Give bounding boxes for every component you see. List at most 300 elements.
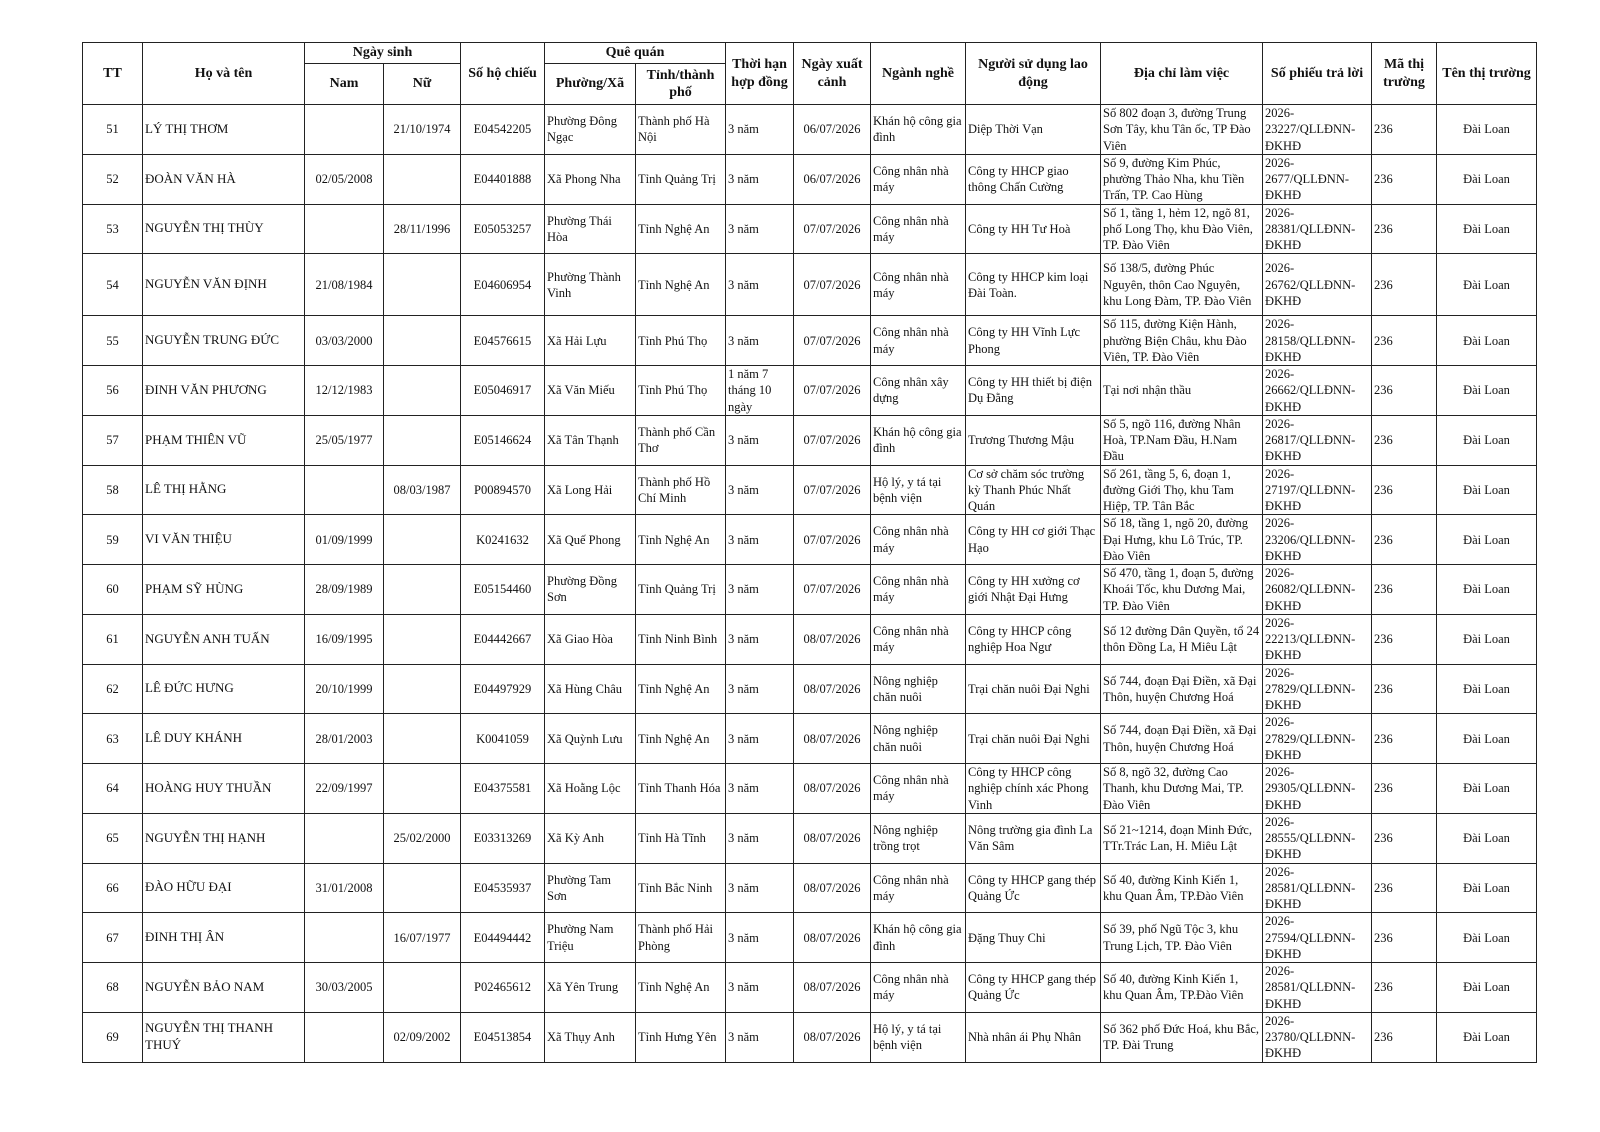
- cell-province: Tỉnh Bắc Ninh: [636, 863, 726, 913]
- cell-passport: K0041059: [461, 714, 545, 764]
- cell-term: 3 năm: [726, 1012, 794, 1062]
- cell-job: Công nhân nhà máy: [871, 316, 966, 366]
- cell-nu: [384, 714, 461, 764]
- cell-nu: [384, 664, 461, 714]
- cell-code: 236: [1372, 515, 1437, 565]
- cell-exit: 07/07/2026: [794, 565, 871, 615]
- cell-exit: 08/07/2026: [794, 963, 871, 1013]
- cell-address: Số 138/5, đường Phúc Nguyên, thôn Cao Nguyên, khu Long Đàm, TP. Đào Viên: [1101, 254, 1263, 316]
- cell-tt: 51: [83, 105, 143, 155]
- cell-passport: E04576615: [461, 316, 545, 366]
- cell-name: HOÀNG HUY THUẦN: [143, 764, 305, 814]
- cell-ward: Phường Tam Sơn: [545, 863, 636, 913]
- cell-address: Số 802 đoạn 3, đường Trung Sơn Tây, khu Tân ốc, TP Đào Viên: [1101, 105, 1263, 155]
- cell-ticket: 2026-27829/QLLĐNN-ĐKHĐ: [1263, 714, 1372, 764]
- cell-job: Công nhân nhà máy: [871, 204, 966, 254]
- cell-job: Hộ lý, y tá tại bệnh viện: [871, 465, 966, 515]
- cell-address: Số 115, đường Kiện Hành, phường Biện Châu, khu Đào Viên, TP. Đào Viên: [1101, 316, 1263, 366]
- cell-term: 3 năm: [726, 813, 794, 863]
- cell-tt: 64: [83, 764, 143, 814]
- cell-job: Công nhân nhà máy: [871, 254, 966, 316]
- cell-term: 3 năm: [726, 664, 794, 714]
- header-ma-thi-truong: Mã thị trường: [1372, 43, 1437, 105]
- cell-nu: 02/09/2002: [384, 1012, 461, 1062]
- cell-address: Số 261, tầng 5, 6, đoạn 1, đường Giới Thọ, khu Tam Hiệp, TP. Tân Bắc: [1101, 465, 1263, 515]
- cell-passport: E03313269: [461, 813, 545, 863]
- table-row: [83, 415, 1537, 465]
- cell-name: ĐOÀN VĂN HÀ: [143, 154, 305, 204]
- cell-ticket: 2026-28581/QLLĐNN-ĐKHĐ: [1263, 863, 1372, 913]
- cell-market: Đài Loan: [1437, 316, 1537, 366]
- cell-nam: 12/12/1983: [305, 366, 384, 416]
- cell-ticket: 2026-22213/QLLĐNN-ĐKHĐ: [1263, 614, 1372, 664]
- cell-employer: Trương Thương Mậu: [966, 415, 1101, 465]
- cell-passport: E05046917: [461, 366, 545, 416]
- cell-job: Nông nghiệp chăn nuôi: [871, 714, 966, 764]
- cell-nu: [384, 515, 461, 565]
- cell-passport: E05146624: [461, 415, 545, 465]
- cell-code: 236: [1372, 465, 1437, 515]
- cell-province: Tỉnh Quảng Trị: [636, 565, 726, 615]
- cell-nam: 20/10/1999: [305, 664, 384, 714]
- cell-ward: Xã Giao Hòa: [545, 614, 636, 664]
- header-que-quan: Quê quán: [545, 43, 726, 64]
- cell-passport: E05053257: [461, 204, 545, 254]
- cell-tt: 68: [83, 963, 143, 1013]
- cell-exit: 07/07/2026: [794, 316, 871, 366]
- cell-address: Số 744, đoạn Đại Điền, xã Đại Thôn, huyện Chương Hoá: [1101, 664, 1263, 714]
- cell-address: Số 18, tầng 1, ngõ 20, đường Đại Hưng, khu Lô Trúc, TP. Đào Viên: [1101, 515, 1263, 565]
- cell-nu: [384, 614, 461, 664]
- cell-ward: Xã Yên Trung: [545, 963, 636, 1013]
- cell-ward: Xã Phong Nha: [545, 154, 636, 204]
- header-ngay-sinh: Ngày sinh: [305, 43, 461, 64]
- cell-term: 3 năm: [726, 105, 794, 155]
- cell-market: Đài Loan: [1437, 565, 1537, 615]
- cell-ticket: 2026-23206/QLLĐNN-ĐKHĐ: [1263, 515, 1372, 565]
- cell-term: 3 năm: [726, 963, 794, 1013]
- cell-exit: 07/07/2026: [794, 515, 871, 565]
- cell-name: PHẠM THIÊN VŨ: [143, 415, 305, 465]
- cell-nu: 16/07/1977: [384, 913, 461, 963]
- cell-exit: 08/07/2026: [794, 714, 871, 764]
- cell-address: Số 8, ngõ 32, đường Cao Thanh, khu Dương Mai, TP. Đào Viên: [1101, 764, 1263, 814]
- cell-address: Số 40, đường Kinh Kiến 1, khu Quan Âm, TP.Đào Viên: [1101, 963, 1263, 1013]
- cell-employer: Nông trường gia đình La Văn Sâm: [966, 813, 1101, 863]
- cell-province: Tỉnh Nghệ An: [636, 963, 726, 1013]
- cell-province: Tỉnh Hưng Yên: [636, 1012, 726, 1062]
- cell-address: Số 40, đường Kinh Kiến 1, khu Quan Âm, TP.Đào Viên: [1101, 863, 1263, 913]
- cell-tt: 56: [83, 366, 143, 416]
- cell-code: 236: [1372, 105, 1437, 155]
- cell-exit: 08/07/2026: [794, 664, 871, 714]
- cell-market: Đài Loan: [1437, 913, 1537, 963]
- cell-exit: 08/07/2026: [794, 764, 871, 814]
- cell-name: NGUYỄN THỊ THÙY: [143, 204, 305, 254]
- cell-ticket: 2026-28555/QLLĐNN-ĐKHĐ: [1263, 813, 1372, 863]
- cell-code: 236: [1372, 664, 1437, 714]
- cell-employer: Trại chăn nuôi Đại Nghi: [966, 664, 1101, 714]
- cell-name: LÝ THỊ THƠM: [143, 105, 305, 155]
- cell-ticket: 2026-27594/QLLĐNN-ĐKHĐ: [1263, 913, 1372, 963]
- cell-address: Số 470, tầng 1, đoạn 5, đường Khoái Tốc, khu Dương Mai, TP. Đào Viên: [1101, 565, 1263, 615]
- cell-exit: 07/07/2026: [794, 415, 871, 465]
- cell-nu: 08/03/1987: [384, 465, 461, 515]
- document-sheet: [82, 42, 1537, 1063]
- cell-ward: Xã Hoằng Lộc: [545, 764, 636, 814]
- cell-province: Tỉnh Quảng Trị: [636, 154, 726, 204]
- table-row: [83, 614, 1537, 664]
- cell-ward: Xã Thụy Anh: [545, 1012, 636, 1062]
- cell-term: 3 năm: [726, 154, 794, 204]
- cell-employer: Công ty HH thiết bị điện Dụ Đằng: [966, 366, 1101, 416]
- table-row: [83, 316, 1537, 366]
- cell-ticket: 2026-29305/QLLĐNN-ĐKHĐ: [1263, 764, 1372, 814]
- cell-employer: Công ty HH Tư Hoà: [966, 204, 1101, 254]
- cell-job: Nông nghiệp trồng trọt: [871, 813, 966, 863]
- cell-nu: [384, 415, 461, 465]
- cell-nam: 21/08/1984: [305, 254, 384, 316]
- table-row: [83, 204, 1537, 254]
- cell-nam: 22/09/1997: [305, 764, 384, 814]
- cell-passport: P02465612: [461, 963, 545, 1013]
- cell-exit: 07/07/2026: [794, 366, 871, 416]
- cell-term: 3 năm: [726, 465, 794, 515]
- header-tt: TT: [83, 43, 143, 105]
- cell-tt: 63: [83, 714, 143, 764]
- cell-tt: 55: [83, 316, 143, 366]
- cell-ward: Xã Hùng Châu: [545, 664, 636, 714]
- cell-nam: 02/05/2008: [305, 154, 384, 204]
- cell-code: 236: [1372, 415, 1437, 465]
- cell-nam: 31/01/2008: [305, 863, 384, 913]
- cell-market: Đài Loan: [1437, 963, 1537, 1013]
- cell-tt: 52: [83, 154, 143, 204]
- header-ngay-xuat-canh: Ngày xuất cảnh: [794, 43, 871, 105]
- cell-employer: Công ty HHCP công nghiệp chính xác Phong Vinh: [966, 764, 1101, 814]
- cell-exit: 06/07/2026: [794, 154, 871, 204]
- cell-passport: E05154460: [461, 565, 545, 615]
- cell-passport: E04401888: [461, 154, 545, 204]
- cell-term: 3 năm: [726, 415, 794, 465]
- cell-nam: 25/05/1977: [305, 415, 384, 465]
- cell-tt: 60: [83, 565, 143, 615]
- cell-name: ĐÀO HỮU ĐẠI: [143, 863, 305, 913]
- cell-address: Số 744, đoạn Đại Điền, xã Đại Thôn, huyện Chương Hoá: [1101, 714, 1263, 764]
- cell-employer: Công ty HHCP gang thép Quảng Ức: [966, 863, 1101, 913]
- cell-exit: 08/07/2026: [794, 913, 871, 963]
- cell-job: Công nhân nhà máy: [871, 565, 966, 615]
- header-thoi-han: Thời hạn hợp đồng: [726, 43, 794, 105]
- cell-nu: [384, 316, 461, 366]
- cell-ticket: 2026-2677/QLLĐNN-ĐKHĐ: [1263, 154, 1372, 204]
- table-row: [83, 714, 1537, 764]
- cell-nu: [384, 963, 461, 1013]
- cell-address: Số 12 đường Dân Quyền, tổ 24 thôn Đồng La, H Miêu Lật: [1101, 614, 1263, 664]
- cell-market: Đài Loan: [1437, 1012, 1537, 1062]
- cell-employer: Trại chăn nuôi Đại Nghi: [966, 714, 1101, 764]
- cell-tt: 53: [83, 204, 143, 254]
- cell-province: Thành phố Hồ Chí Minh: [636, 465, 726, 515]
- cell-term: 3 năm: [726, 515, 794, 565]
- cell-exit: 08/07/2026: [794, 813, 871, 863]
- cell-name: PHẠM SỸ HÙNG: [143, 565, 305, 615]
- cell-ticket: 2026-28158/QLLĐNN-ĐKHĐ: [1263, 316, 1372, 366]
- cell-name: NGUYỄN VĂN ĐỊNH: [143, 254, 305, 316]
- header-tinh-thanh: Tỉnh/thành phố: [636, 64, 726, 105]
- header-nam: Nam: [305, 64, 384, 105]
- table-row: [83, 105, 1537, 155]
- header-ten-thi-truong: Tên thị trường: [1437, 43, 1537, 105]
- cell-code: 236: [1372, 154, 1437, 204]
- cell-ward: Xã Tân Thạnh: [545, 415, 636, 465]
- cell-ward: Phường Thái Hòa: [545, 204, 636, 254]
- cell-passport: P00894570: [461, 465, 545, 515]
- cell-employer: Công ty HH xưởng cơ giới Nhật Đại Hưng: [966, 565, 1101, 615]
- header-ho-ten: Họ và tên: [143, 43, 305, 105]
- cell-job: Khán hộ công gia đình: [871, 105, 966, 155]
- cell-tt: 67: [83, 913, 143, 963]
- cell-code: 236: [1372, 1012, 1437, 1062]
- cell-market: Đài Loan: [1437, 813, 1537, 863]
- cell-nam: [305, 465, 384, 515]
- cell-nu: [384, 764, 461, 814]
- cell-nu: [384, 565, 461, 615]
- cell-term: 3 năm: [726, 565, 794, 615]
- cell-ticket: 2026-26762/QLLĐNN-ĐKHĐ: [1263, 254, 1372, 316]
- cell-code: 236: [1372, 316, 1437, 366]
- cell-province: Tỉnh Phú Thọ: [636, 366, 726, 416]
- cell-nam: [305, 1012, 384, 1062]
- cell-name: VI VĂN THIỆU: [143, 515, 305, 565]
- cell-passport: E04535937: [461, 863, 545, 913]
- cell-employer: Công ty HHCP gang thép Quảng Ức: [966, 963, 1101, 1013]
- table-row: [83, 764, 1537, 814]
- cell-ward: Xã Văn Miếu: [545, 366, 636, 416]
- cell-ward: Xã Quỳnh Lưu: [545, 714, 636, 764]
- cell-exit: 06/07/2026: [794, 105, 871, 155]
- cell-ward: Phường Nam Triệu: [545, 913, 636, 963]
- cell-tt: 69: [83, 1012, 143, 1062]
- cell-passport: E04442667: [461, 614, 545, 664]
- header-phuong-xa: Phường/Xã: [545, 64, 636, 105]
- cell-term: 3 năm: [726, 764, 794, 814]
- cell-nam: [305, 813, 384, 863]
- cell-province: Tỉnh Thanh Hóa: [636, 764, 726, 814]
- cell-province: Tỉnh Nghệ An: [636, 204, 726, 254]
- cell-passport: E04497929: [461, 664, 545, 714]
- cell-nam: 28/09/1989: [305, 565, 384, 615]
- table-row: [83, 813, 1537, 863]
- cell-province: Tỉnh Nghệ An: [636, 254, 726, 316]
- cell-address: Số 362 phố Đức Hoá, khu Bắc, TP. Đài Trung: [1101, 1012, 1263, 1062]
- cell-employer: Đặng Thuy Chi: [966, 913, 1101, 963]
- cell-ticket: 2026-23227/QLLĐNN-ĐKHĐ: [1263, 105, 1372, 155]
- cell-address: Số 1, tầng 1, hẻm 12, ngõ 81, phố Long Thọ, khu Đào Viên, TP. Đào Viên: [1101, 204, 1263, 254]
- cell-address: Số 5, ngõ 116, đường Nhân Hoà, TP.Nam Đầu, H.Nam Đầu: [1101, 415, 1263, 465]
- cell-name: NGUYỄN TRUNG ĐỨC: [143, 316, 305, 366]
- header-so-phieu: Số phiếu trả lời: [1263, 43, 1372, 105]
- cell-address: Số 21~1214, đoạn Minh Đức, TTr.Trác Lan, H. Miêu Lật: [1101, 813, 1263, 863]
- cell-code: 236: [1372, 366, 1437, 416]
- cell-exit: 08/07/2026: [794, 863, 871, 913]
- cell-employer: Công ty HHCP công nghiệp Hoa Ngư: [966, 614, 1101, 664]
- header-dia-chi: Địa chỉ làm việc: [1101, 43, 1263, 105]
- cell-province: Tỉnh Hà Tĩnh: [636, 813, 726, 863]
- table-row: [83, 664, 1537, 714]
- cell-passport: E04375581: [461, 764, 545, 814]
- cell-ticket: 2026-23780/QLLĐNN-ĐKHĐ: [1263, 1012, 1372, 1062]
- cell-exit: 07/07/2026: [794, 465, 871, 515]
- cell-employer: Công ty HH cơ giới Thạc Hạo: [966, 515, 1101, 565]
- cell-job: Công nhân nhà máy: [871, 154, 966, 204]
- cell-term: 3 năm: [726, 204, 794, 254]
- cell-ward: Phường Đồng Sơn: [545, 565, 636, 615]
- cell-market: Đài Loan: [1437, 204, 1537, 254]
- cell-market: Đài Loan: [1437, 764, 1537, 814]
- cell-province: Tỉnh Nghệ An: [636, 515, 726, 565]
- cell-name: LÊ ĐỨC HƯNG: [143, 664, 305, 714]
- cell-tt: 65: [83, 813, 143, 863]
- cell-province: Tỉnh Ninh Bình: [636, 614, 726, 664]
- cell-tt: 62: [83, 664, 143, 714]
- cell-address: Tại nơi nhận thầu: [1101, 366, 1263, 416]
- cell-ticket: 2026-26662/QLLĐNN-ĐKHĐ: [1263, 366, 1372, 416]
- cell-nam: 01/09/1999: [305, 515, 384, 565]
- table-header: [83, 43, 1537, 105]
- cell-market: Đài Loan: [1437, 465, 1537, 515]
- cell-job: Công nhân nhà máy: [871, 863, 966, 913]
- cell-nam: [305, 204, 384, 254]
- table-body: [83, 105, 1537, 1063]
- cell-nam: [305, 105, 384, 155]
- cell-ward: Xã Hải Lựu: [545, 316, 636, 366]
- cell-job: Nông nghiệp chăn nuôi: [871, 664, 966, 714]
- cell-market: Đài Loan: [1437, 664, 1537, 714]
- cell-code: 236: [1372, 764, 1437, 814]
- cell-tt: 54: [83, 254, 143, 316]
- cell-exit: 07/07/2026: [794, 254, 871, 316]
- table-row: [83, 154, 1537, 204]
- cell-name: NGUYỄN THỊ HẠNH: [143, 813, 305, 863]
- cell-name: LÊ THỊ HẰNG: [143, 465, 305, 515]
- cell-tt: 66: [83, 863, 143, 913]
- cell-market: Đài Loan: [1437, 614, 1537, 664]
- cell-job: Công nhân nhà máy: [871, 614, 966, 664]
- cell-ticket: 2026-27197/QLLĐNN-ĐKHĐ: [1263, 465, 1372, 515]
- cell-province: Thành phố Hải Phòng: [636, 913, 726, 963]
- cell-ward: Phường Đông Ngạc: [545, 105, 636, 155]
- table-row: [83, 254, 1537, 316]
- table-row: [83, 366, 1537, 416]
- table-row: [83, 465, 1537, 515]
- cell-tt: 57: [83, 415, 143, 465]
- cell-passport: K0241632: [461, 515, 545, 565]
- cell-nu: 28/11/1996: [384, 204, 461, 254]
- cell-tt: 58: [83, 465, 143, 515]
- table-row: [83, 963, 1537, 1013]
- cell-code: 236: [1372, 254, 1437, 316]
- cell-tt: 61: [83, 614, 143, 664]
- cell-nam: 30/03/2005: [305, 963, 384, 1013]
- cell-name: ĐINH VĂN PHƯƠNG: [143, 366, 305, 416]
- cell-market: Đài Loan: [1437, 415, 1537, 465]
- cell-name: NGUYỄN ANH TUẤN: [143, 614, 305, 664]
- cell-province: Tỉnh Phú Thọ: [636, 316, 726, 366]
- cell-code: 236: [1372, 614, 1437, 664]
- cell-employer: Nhà nhân ái Phụ Nhân: [966, 1012, 1101, 1062]
- table-row: [83, 913, 1537, 963]
- cell-code: 236: [1372, 963, 1437, 1013]
- cell-code: 236: [1372, 204, 1437, 254]
- cell-ward: Phường Thành Vinh: [545, 254, 636, 316]
- cell-passport: E04513854: [461, 1012, 545, 1062]
- cell-term: 3 năm: [726, 714, 794, 764]
- cell-ticket: 2026-26817/QLLĐNN-ĐKHĐ: [1263, 415, 1372, 465]
- cell-term: 1 năm 7 tháng 10 ngày: [726, 366, 794, 416]
- cell-market: Đài Loan: [1437, 366, 1537, 416]
- cell-address: Số 39, phố Ngũ Tộc 3, khu Trung Lịch, TP. Đào Viên: [1101, 913, 1263, 963]
- header-nu: Nữ: [384, 64, 461, 105]
- cell-ward: Xã Quế Phong: [545, 515, 636, 565]
- cell-exit: 07/07/2026: [794, 204, 871, 254]
- cell-job: Công nhân nhà máy: [871, 515, 966, 565]
- table-row: [83, 1012, 1537, 1062]
- cell-employer: Công ty HH Vĩnh Lực Phong: [966, 316, 1101, 366]
- cell-term: 3 năm: [726, 913, 794, 963]
- cell-job: Công nhân nhà máy: [871, 963, 966, 1013]
- cell-market: Đài Loan: [1437, 515, 1537, 565]
- cell-employer: Công ty HHCP giao thông Chấn Cường: [966, 154, 1101, 204]
- cell-employer: Công ty HHCP kim loại Đài Toàn.: [966, 254, 1101, 316]
- cell-ticket: 2026-28381/QLLĐNN-ĐKHĐ: [1263, 204, 1372, 254]
- cell-market: Đài Loan: [1437, 863, 1537, 913]
- cell-term: 3 năm: [726, 863, 794, 913]
- cell-job: Khán hộ công gia đình: [871, 415, 966, 465]
- cell-ward: Xã Long Hải: [545, 465, 636, 515]
- cell-province: Thành phố Cần Thơ: [636, 415, 726, 465]
- cell-job: Công nhân xây dựng: [871, 366, 966, 416]
- cell-tt: 59: [83, 515, 143, 565]
- cell-employer: Diệp Thời Vạn: [966, 105, 1101, 155]
- cell-code: 236: [1372, 863, 1437, 913]
- cell-passport: E04542205: [461, 105, 545, 155]
- cell-job: Công nhân nhà máy: [871, 764, 966, 814]
- cell-ward: Xã Kỳ Anh: [545, 813, 636, 863]
- cell-term: 3 năm: [726, 254, 794, 316]
- cell-nu: [384, 154, 461, 204]
- cell-ticket: 2026-26082/QLLĐNN-ĐKHĐ: [1263, 565, 1372, 615]
- cell-job: Hộ lý, y tá tại bệnh viện: [871, 1012, 966, 1062]
- cell-code: 236: [1372, 913, 1437, 963]
- cell-exit: 08/07/2026: [794, 1012, 871, 1062]
- cell-province: Thành phố Hà Nội: [636, 105, 726, 155]
- cell-market: Đài Loan: [1437, 105, 1537, 155]
- cell-address: Số 9, đường Kim Phúc, phường Thảo Nha, khu Tiền Trấn, TP. Cao Hùng: [1101, 154, 1263, 204]
- cell-nam: 28/01/2003: [305, 714, 384, 764]
- cell-nam: 03/03/2000: [305, 316, 384, 366]
- cell-province: Tỉnh Nghệ An: [636, 664, 726, 714]
- cell-employer: Cơ sở chăm sóc trường kỳ Thanh Phúc Nhất Quán: [966, 465, 1101, 515]
- cell-job: Khán hộ công gia đình: [871, 913, 966, 963]
- cell-ticket: 2026-28581/QLLĐNN-ĐKHĐ: [1263, 963, 1372, 1013]
- cell-exit: 08/07/2026: [794, 614, 871, 664]
- cell-name: NGUYỄN THỊ THANH THUÝ: [143, 1012, 305, 1062]
- table-row: [83, 565, 1537, 615]
- cell-market: Đài Loan: [1437, 154, 1537, 204]
- cell-name: NGUYỄN BẢO NAM: [143, 963, 305, 1013]
- cell-province: Tỉnh Nghệ An: [636, 714, 726, 764]
